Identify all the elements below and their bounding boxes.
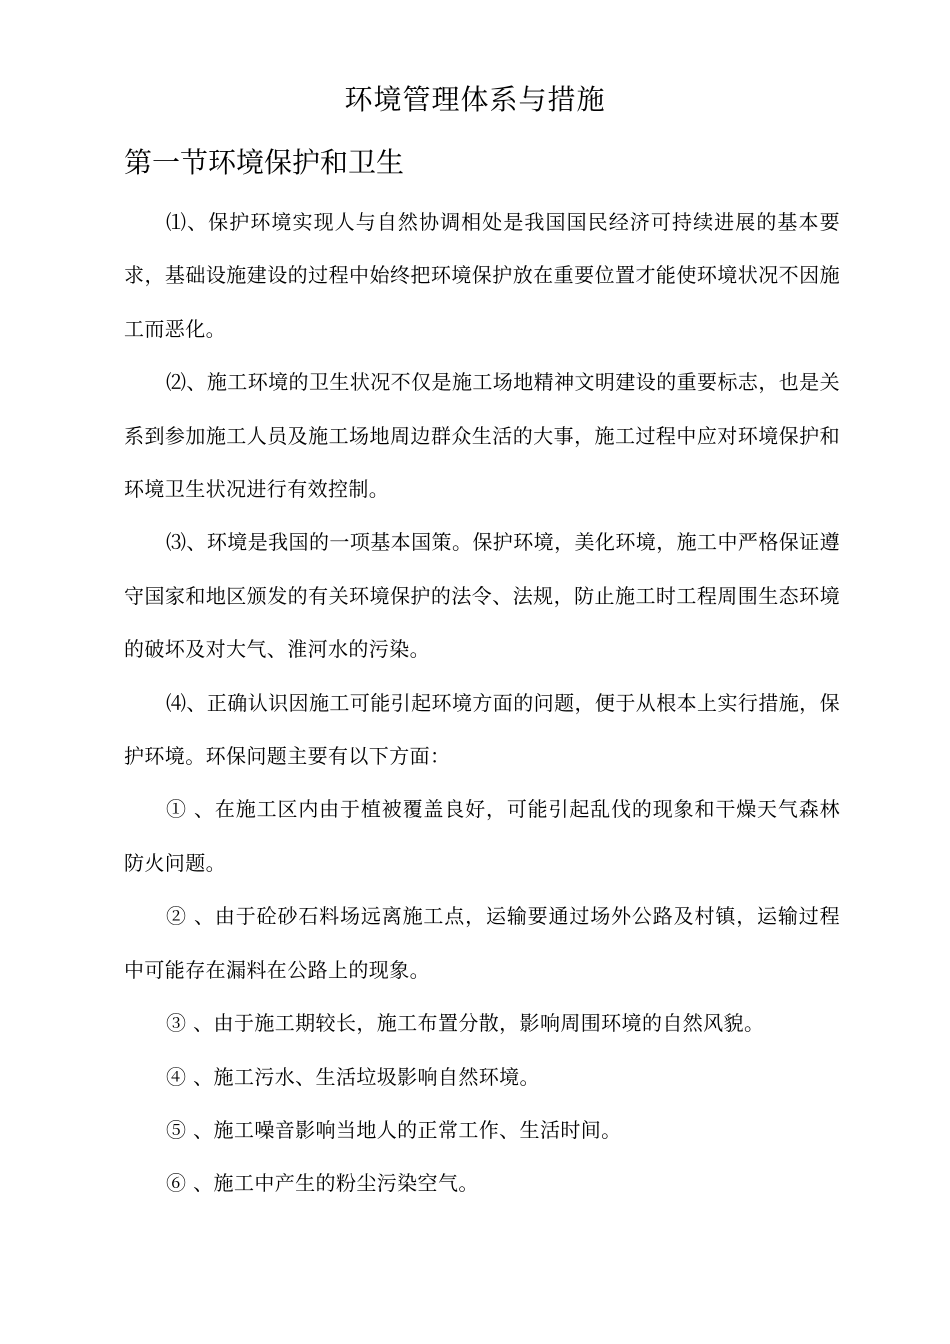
document-title: 环境管理体系与措施 [344, 83, 606, 116]
list-item-5: ⑤ 、施工噪音影响当地人的正常工作、生活时间。 [166, 1117, 622, 1142]
paragraph-3: ⑶、环境是我国的一项基本国策。保护环境，美化环境，施工中严格保证遵守国家和地区颁发的有关环境保护的法令、法规，防止施工时工程周围生态环境的破坏及对大气、淮河水的污染。 [124, 530, 840, 662]
list-item-1: ① 、在施工区内由于植被覆盖良好，可能引起乱伐的现象和干燥天气森林防火问题。 [124, 797, 840, 875]
list-item-2: ② 、由于砼砂石料场远离施工点，运输要通过场外公路及村镇，运输过程中可能存在漏料在公路上的现象。 [124, 904, 840, 982]
list-item-6: ⑥ 、施工中产生的粉尘污染空气。 [166, 1171, 479, 1196]
section-heading: 第一节环境保护和卫生 [124, 146, 405, 179]
paragraph-2: ⑵、施工环境的卫生状况不仅是施工场地精神文明建设的重要标志，也是关系到参加施工人员及施工场地周边群众生活的大事，施工过程中应对环境保护和环境卫生状况进行有效控制。 [124, 370, 840, 502]
list-item-4: ④ 、施工污水、生活垃圾影响自然环境。 [166, 1064, 540, 1089]
paragraph-4: ⑷、正确认识因施工可能引起环境方面的问题，便于从根本上实行措施，保护环境。环保问题主要有以下方面： [124, 690, 840, 769]
paragraph-1: ⑴、保护环境实现人与自然协调相处是我国国民经济可持续进展的基本要求，基础设施建设的过程中始终把环境保护放在重要位置才能使环境状况不因施工而恶化。 [124, 210, 840, 341]
list-item-3: ③ 、由于施工期较长，施工布置分散，影响周围环境的自然风貌。 [166, 1011, 765, 1036]
document-body [124, 196, 840, 1211]
